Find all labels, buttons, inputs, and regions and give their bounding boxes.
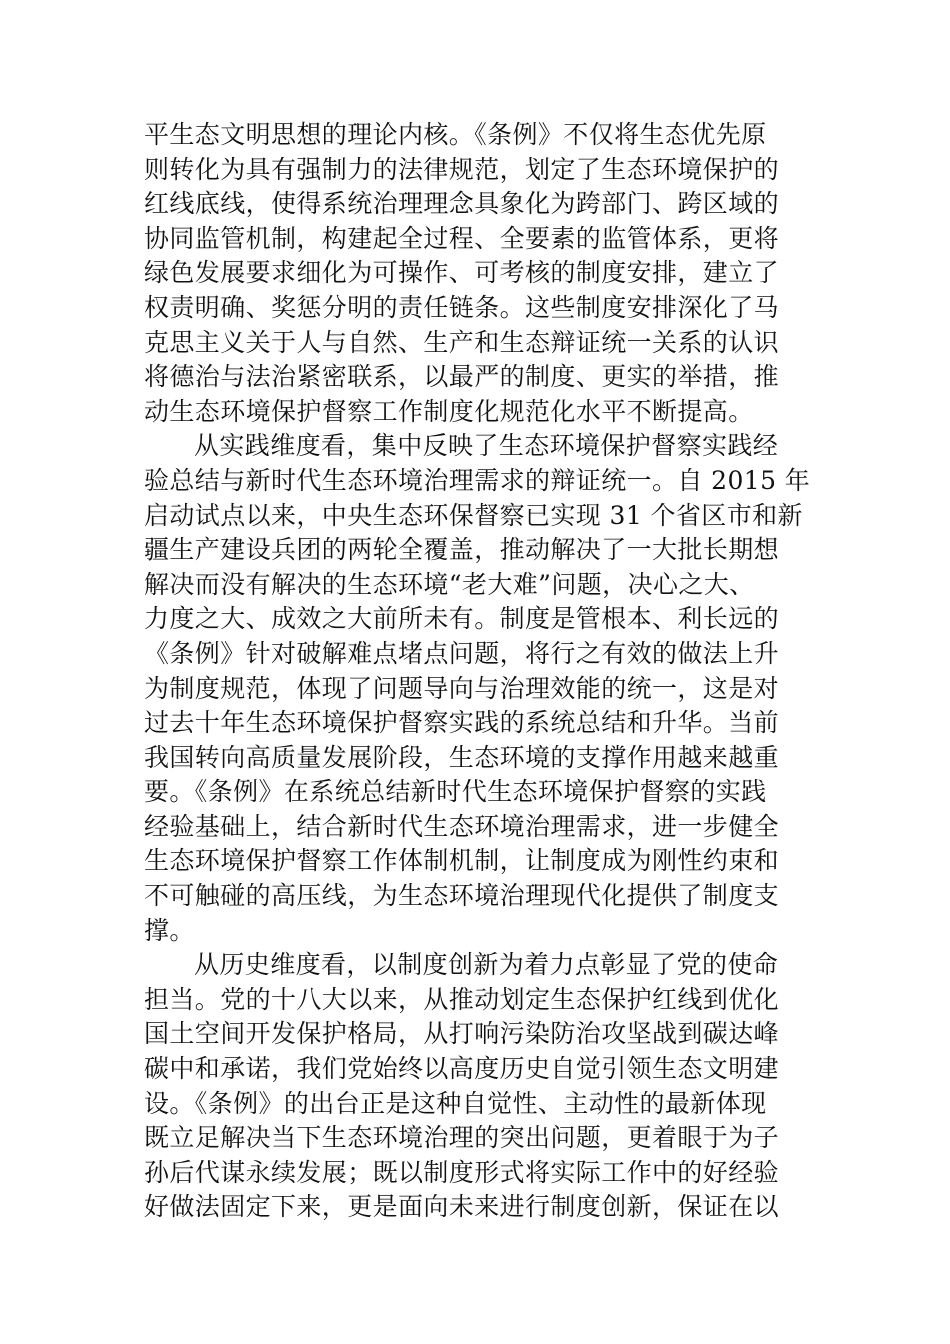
text-line: 过去十年生态环境保护督察实践的系统总结和升华。当前	[144, 708, 780, 738]
text-line: 我国转向高质量发展阶段，生态环境的支撑作用越来越重	[144, 742, 780, 772]
text-line: 经验基础上，结合新时代生态环境治理需求，进一步健全	[144, 811, 780, 841]
text-line: 不可触碰的高压线，为生态环境治理现代化提供了制度支	[144, 881, 780, 911]
text-line: 孙后代谋永续发展；既以制度形式将实际工作中的好经验	[144, 1157, 780, 1187]
text-line: 权责明确、奖惩分明的责任链条。这些制度安排深化了马	[144, 292, 780, 322]
text-line: 设。《条例》的出台正是这种自觉性、主动性的最新体现	[144, 1088, 767, 1118]
text-line: 疆生产建设兵团的两轮全覆盖，推动解决了一大批长期想	[144, 535, 780, 565]
paragraph-practice	[144, 429, 811, 948]
text-line: 动生态环境保护督察工作制度化规范化水平不断提高。	[144, 396, 754, 426]
text-line-indented: 从实践维度看，集中反映了生态环境保护督察实践经	[194, 431, 779, 461]
text-line-indented: 从历史维度看，以制度创新为着力点彰显了党的使命	[194, 950, 779, 980]
text-line: 验总结与新时代生态环境治理需求的辩证统一。自 2015 年	[144, 465, 811, 495]
text-line: 平生态文明思想的理论内核。《条例》不仅将生态优先原	[144, 120, 767, 149]
paragraph-history	[144, 948, 808, 1225]
text-line: 要。《条例》在系统总结新时代生态环境保护督察的实践	[144, 777, 767, 807]
text-line: 力度之大、成效之大前所未有。制度是管根本、利长远的	[144, 604, 780, 634]
text-line: 好做法固定下来，更是面向未来进行制度创新，保证在以	[144, 1192, 780, 1222]
document-body	[144, 118, 811, 1225]
text-line: 国土空间开发保护格局，从打响污染防治攻坚战到碳达峰	[144, 1019, 780, 1049]
text-line: 绿色发展要求细化为可操作、可考核的制度安排，建立了	[144, 258, 780, 288]
text-line: 既立足解决当下生态环境治理的突出问题，更着眼于为子	[144, 1123, 780, 1153]
text-line: 解决而没有解决的生态环境“老大难”问题，决心之大、	[144, 569, 755, 599]
text-line: 撑。	[144, 915, 195, 945]
text-line: 将德治与法治紧密联系，以最严的制度、更实的举措，推	[144, 362, 780, 392]
text-line: 协同监管机制，构建起全过程、全要素的监管体系，更将	[144, 223, 780, 253]
text-line: 《条例》针对破解难点堵点问题，将行之有效的做法上升	[144, 638, 780, 668]
text-line: 生态环境保护督察工作体制机制，让制度成为刚性约束和	[144, 846, 780, 876]
text-line: 碳中和承诺，我们党始终以高度历史自觉引领生态文明建	[144, 1054, 780, 1084]
text-line: 红线底线，使得系统治理理念具象化为跨部门、跨区域的	[144, 189, 780, 219]
text-line: 克思主义关于人与自然、生产和生态辩证统一关系的认识	[144, 327, 780, 357]
paragraph-theory	[144, 118, 808, 429]
text-line: 则转化为具有强制力的法律规范，划定了生态环境保护的	[144, 154, 780, 184]
text-line: 为制度规范，体现了问题导向与治理效能的统一，这是对	[144, 673, 780, 703]
text-line: 启动试点以来，中央生态环保督察已实现 31 个省区市和新	[144, 500, 803, 530]
text-line: 担当。党的十八大以来，从推动划定生态保护红线到优化	[144, 984, 780, 1014]
